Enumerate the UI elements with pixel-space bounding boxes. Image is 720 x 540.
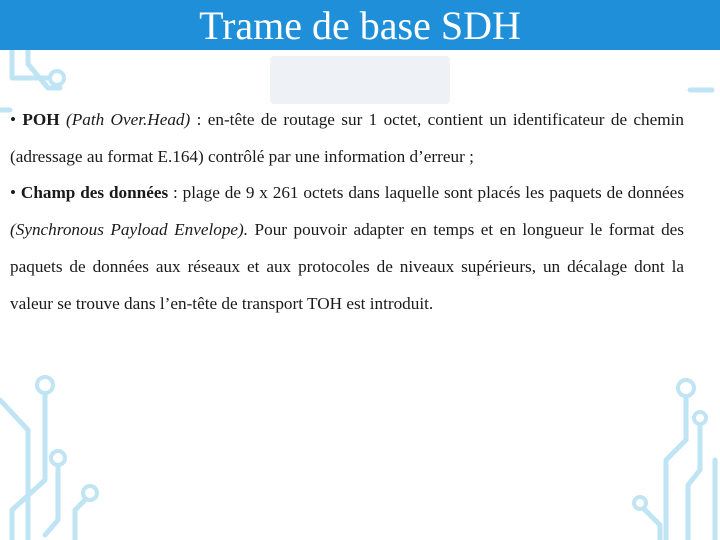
slide-body	[10, 102, 684, 322]
poh-term: POH	[22, 110, 60, 129]
poh-description: : en-tête de routage sur 1 octet, contient un identificateur de chemin (adressage au format E.164) contrôlé par une information d’erreur ;	[10, 110, 685, 166]
payload-term: Champ des données	[20, 183, 169, 203]
payload-paragraph	[10, 175, 684, 322]
poh-paragraph	[10, 102, 684, 175]
payload-description: : plage de 9 x 261 octets dans laquelle sont placés les paquets de données	[168, 183, 685, 203]
payload-expansion: (Synchronous Payload Envelope).	[10, 220, 249, 240]
payload-description-continued: Pour pouvoir adapter en temps et en longueur le format des paquets de données aux réseaux et aux protocoles de niveaux supérieurs, un décalage dont la valeur se trouve dans l’en-tête de transport TOH est introduit.	[10, 220, 684, 313]
bullet: •	[10, 110, 17, 129]
faded-logo-placeholder	[270, 56, 450, 104]
bullet: •	[10, 183, 17, 203]
slide-title: Trame de base SDH	[199, 3, 521, 48]
poh-expansion: (Path Over.Head)	[66, 110, 191, 129]
